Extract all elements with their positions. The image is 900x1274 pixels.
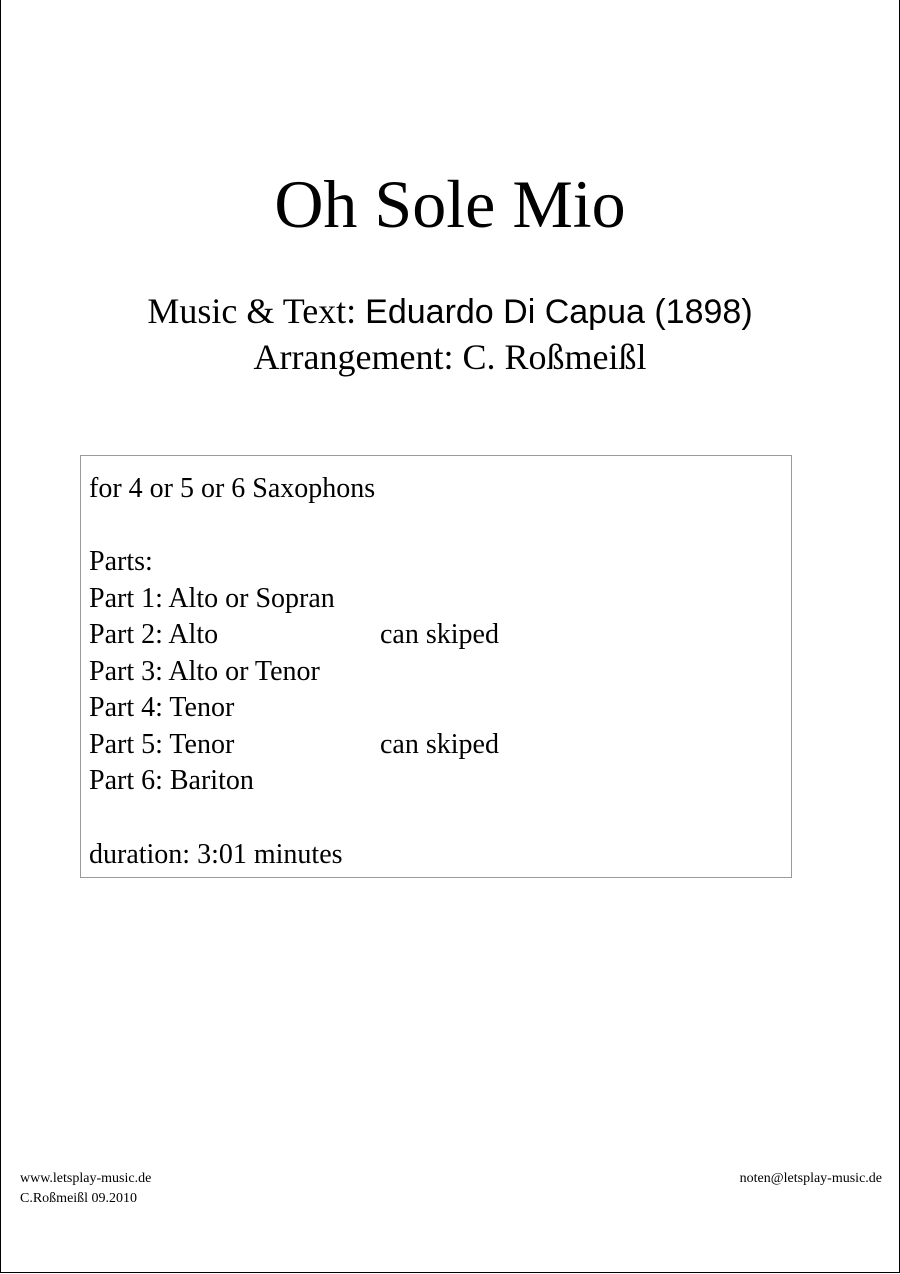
part-row [89,728,689,762]
footer-website: www.letsplay-music.de [20,1171,152,1186]
part-row [89,655,689,689]
parts-heading: Parts: [89,546,153,577]
footer-copyright: C.Roßmeißl 09.2010 [20,1191,138,1206]
composer-name: Eduardo Di Capua (1898) [365,293,753,331]
part-name: Part 6: Bariton [89,765,254,796]
part-name: Part 3: Alto or Tenor [89,656,320,687]
part-row [89,582,689,616]
part-name: Part 2: Alto [89,619,219,650]
music-credit [0,290,900,333]
part-note: can skiped [380,619,499,650]
part-row [89,764,689,798]
page-title: Oh Sole Mio [274,166,626,242]
part-row [89,618,689,652]
footer-email: noten@letsplay-music.de [739,1171,882,1186]
part-name: Part 4: Tenor [89,692,235,723]
part-note: can skiped [380,729,499,760]
part-name: Part 5: Tenor [89,729,235,760]
duration-text: duration: 3:01 minutes [89,839,343,870]
part-row [89,691,689,725]
instrumentation-text: for 4 or 5 or 6 Saxophons [89,473,376,504]
music-credit-label: Music & Text: [147,291,366,331]
arrangement-credit: Arrangement: C. Roßmeißl [253,337,647,377]
part-name: Part 1: Alto or Sopran [89,583,335,614]
